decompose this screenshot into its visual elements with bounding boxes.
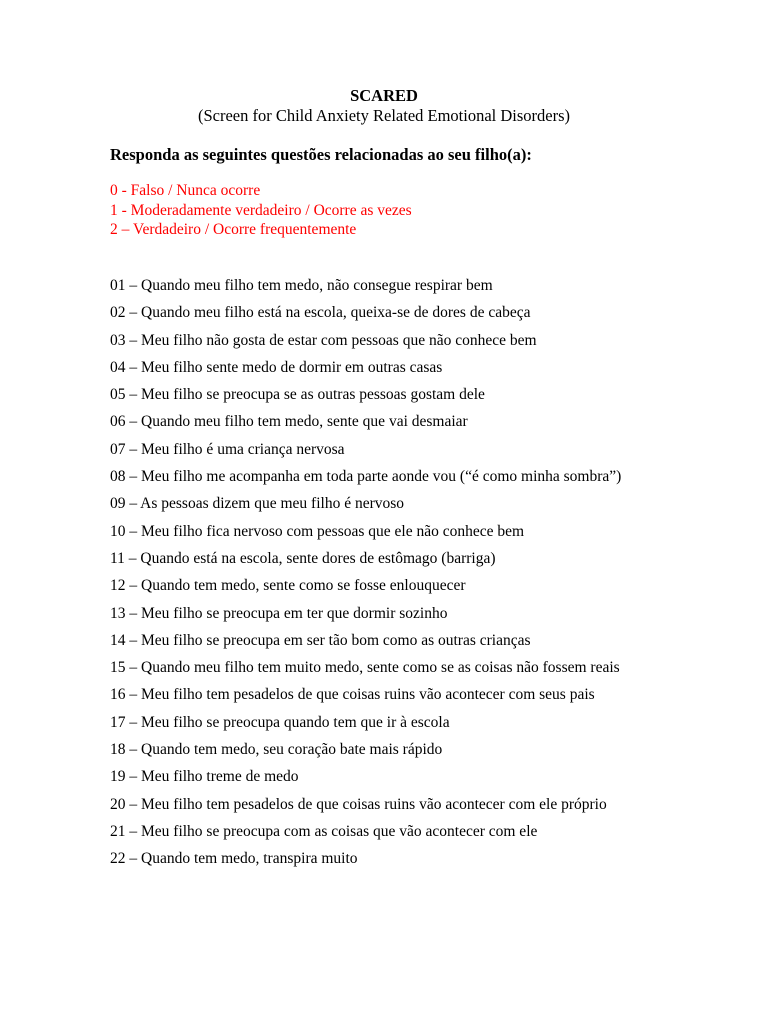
question-item: 14 – Meu filho se preocupa em ser tão bom como as outras crianças [110, 631, 531, 649]
response-scale [110, 181, 412, 240]
scale-item: 0 - Falso / Nunca ocorre [110, 182, 261, 199]
question-item: 16 – Meu filho tem pesadelos de que coisas ruins vão acontecer com seus pais [110, 686, 595, 704]
question-item: 08 – Meu filho me acompanha em toda parte aonde vou (“é como minha sombra”) [110, 468, 622, 486]
question-item: 11 – Quando está na escola, sente dores de estômago (barriga) [110, 549, 496, 567]
question-item: 06 – Quando meu filho tem medo, sente que vai desmaiar [110, 413, 468, 431]
question-item: 05 – Meu filho se preocupa se as outras pessoas gostam dele [110, 386, 485, 404]
question-item: 19 – Meu filho treme de medo [110, 768, 299, 786]
question-item: 10 – Meu filho fica nervoso com pessoas que ele não conhece bem [110, 522, 525, 540]
question-item: 12 – Quando tem medo, sente como se fosse enlouquecer [110, 577, 466, 595]
page-title: SCARED [350, 86, 418, 105]
question-item: 22 – Quando tem medo, transpira muito [110, 850, 358, 868]
question-item: 02 – Quando meu filho está na escola, queixa-se de dores de cabeça [110, 304, 531, 322]
instruction-text: Responda as seguintes questões relacionadas ao seu filho(a): [110, 145, 532, 164]
question-item: 03 – Meu filho não gosta de estar com pessoas que não conhece bem [110, 331, 537, 349]
question-item: 20 – Meu filho tem pesadelos de que coisas ruins vão acontecer com ele próprio [110, 795, 607, 813]
scale-item: 1 - Moderadamente verdadeiro / Ocorre as vezes [110, 201, 412, 219]
question-item: 18 – Quando tem medo, seu coração bate mais rápido [110, 741, 443, 759]
page-subtitle: (Screen for Child Anxiety Related Emotional Disorders) [197, 106, 571, 125]
question-item: 09 – As pessoas dizem que meu filho é nervoso [110, 495, 405, 513]
question-list [110, 272, 670, 873]
question-item: 15 – Quando meu filho tem muito medo, sente como se as coisas não fossem reais [110, 659, 620, 677]
question-item: 07 – Meu filho é uma criança nervosa [110, 440, 345, 458]
question-item: 13 – Meu filho se preocupa em ter que dormir sozinho [110, 604, 448, 622]
scale-item: 2 – Verdadeiro / Ocorre frequentemente [110, 221, 357, 238]
question-item: 04 – Meu filho sente medo de dormir em outras casas [110, 358, 443, 376]
question-item: 17 – Meu filho se preocupa quando tem que ir à escola [110, 713, 450, 731]
question-item: 01 – Quando meu filho tem medo, não consegue respirar bem [110, 277, 493, 294]
question-item: 21 – Meu filho se preocupa com as coisas que vão acontecer com ele [110, 822, 538, 840]
